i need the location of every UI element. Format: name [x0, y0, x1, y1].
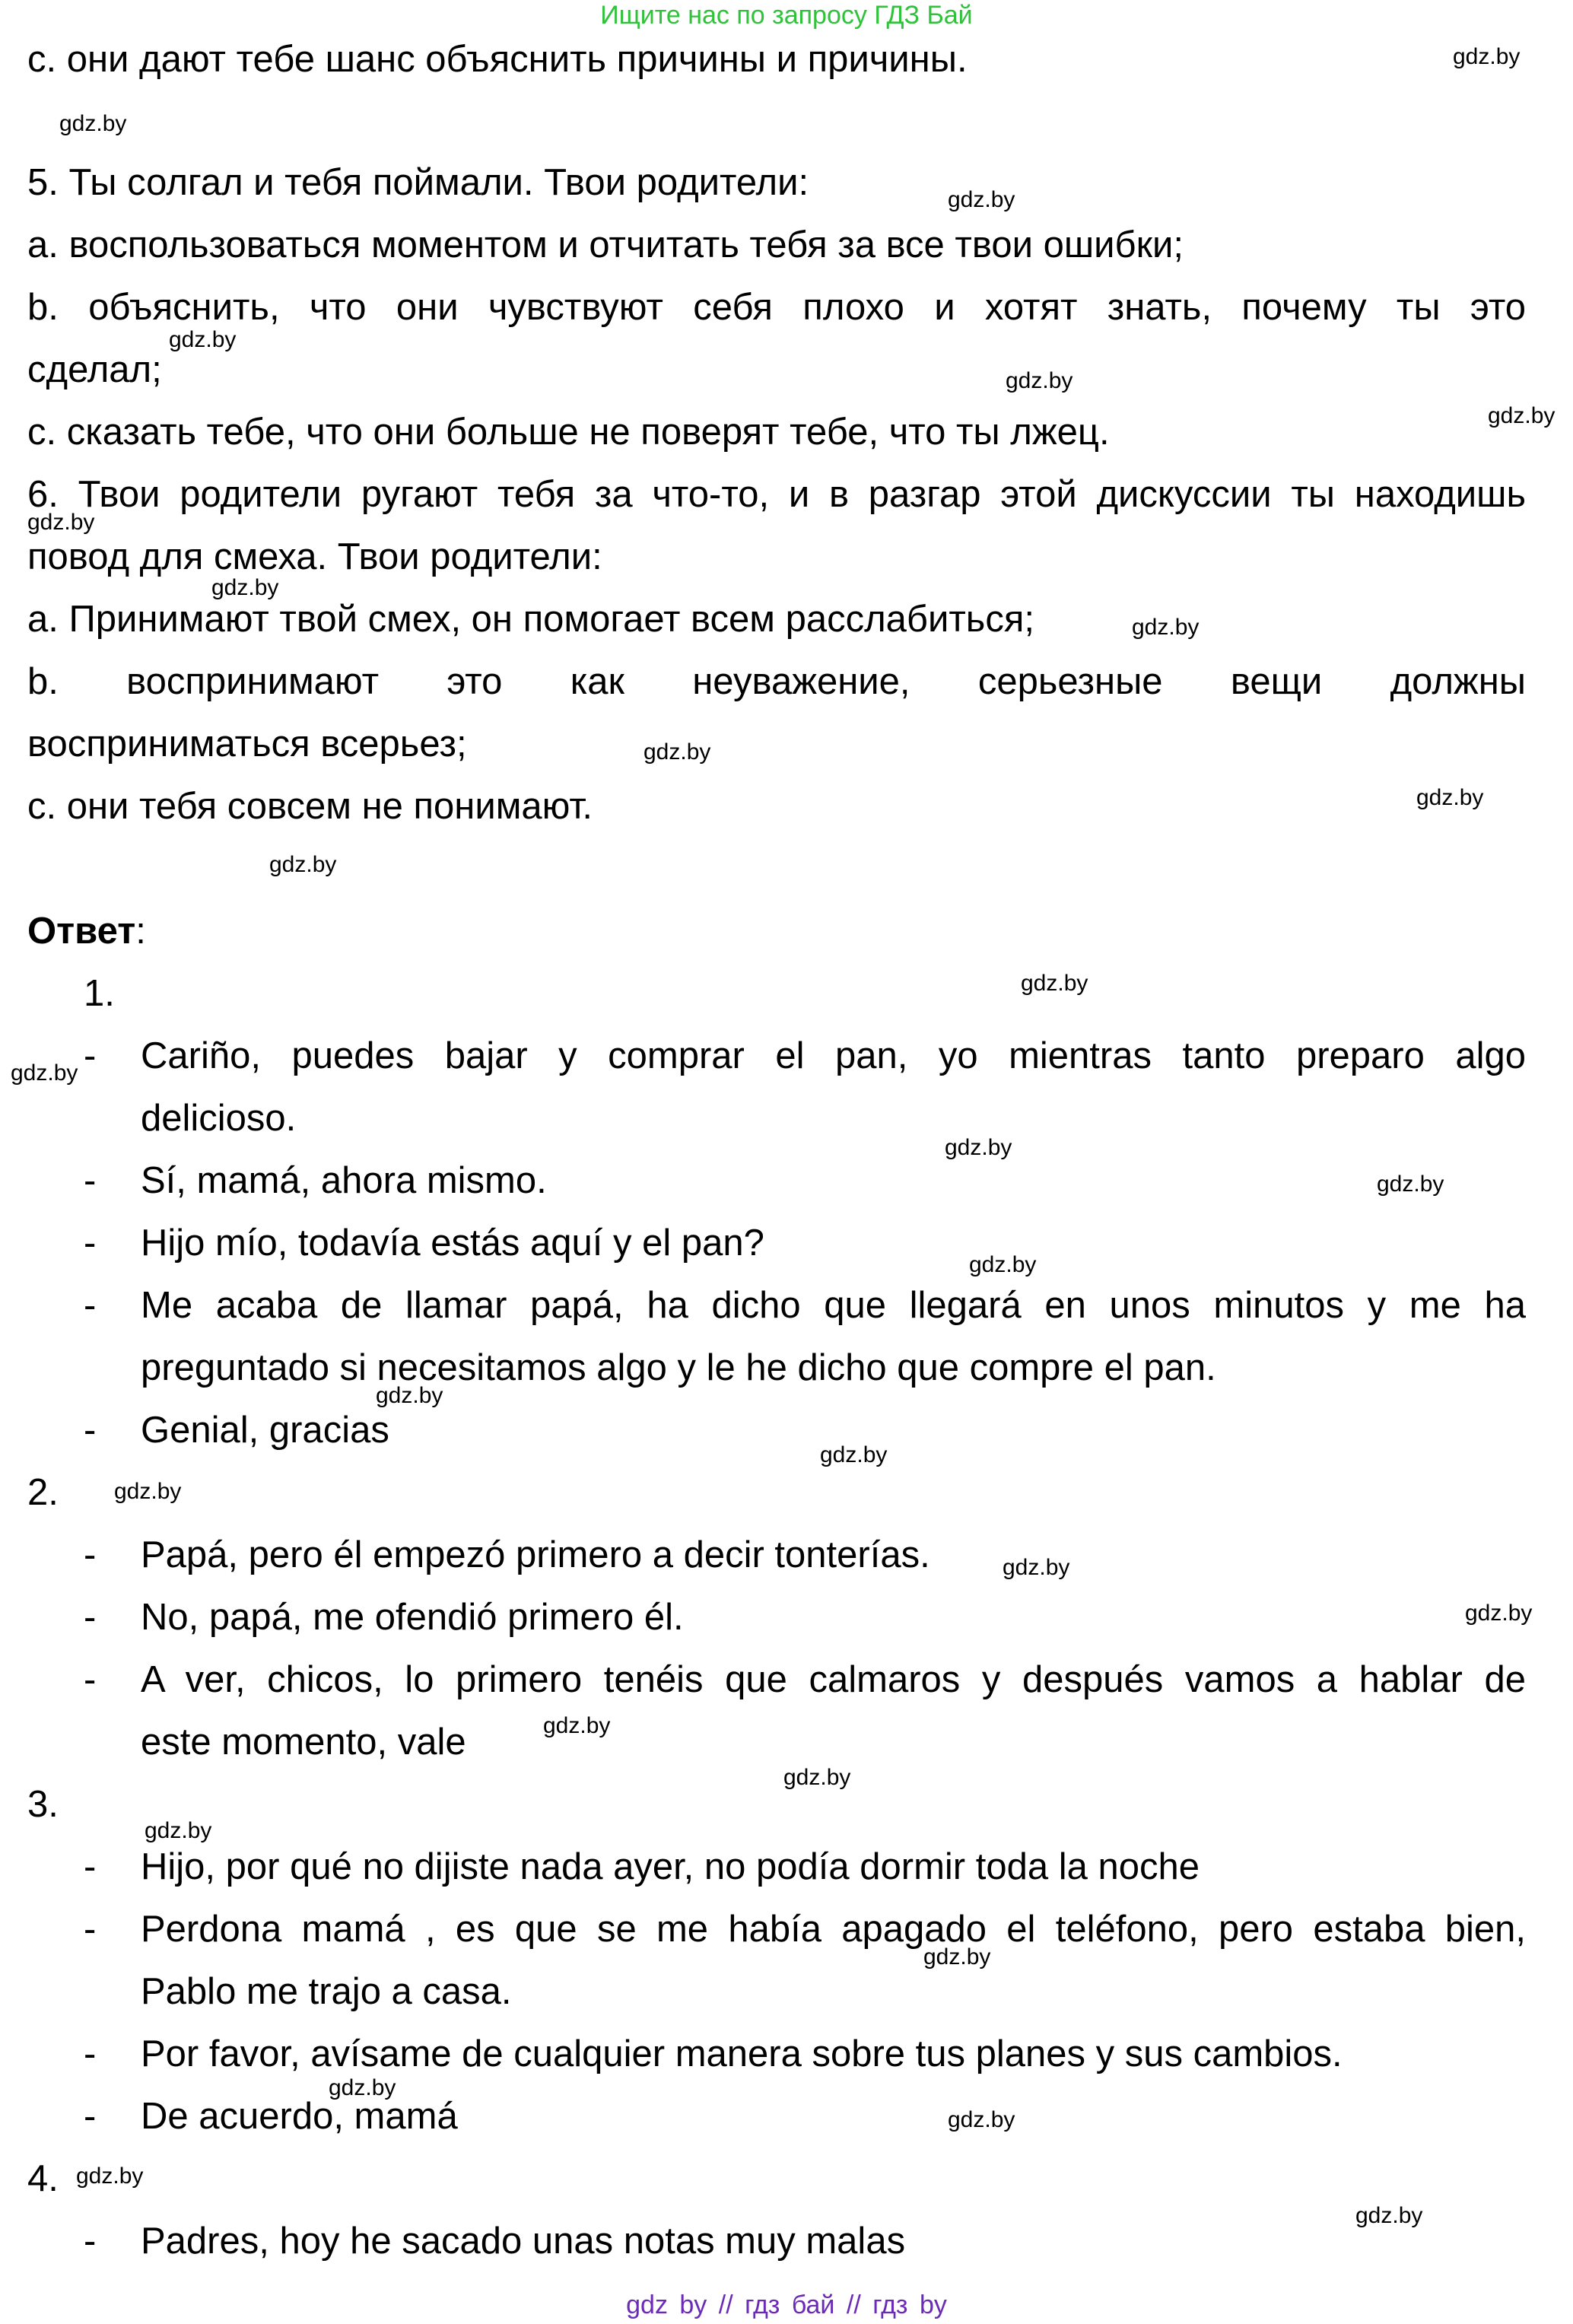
watermark: gdz.by [269, 852, 337, 877]
dash: - [84, 1534, 97, 1575]
dialogue-2-line-2: No, papá, me ofendió primero él. [141, 1597, 684, 1638]
watermark: gdz.by [59, 111, 127, 136]
watermark: gdz.by [211, 575, 279, 600]
watermark: gdz.by [114, 1479, 182, 1504]
dialogue-4-line-1: Padres, hoy he sacado unas notas muy malas [141, 2221, 906, 2262]
top-banner[interactable]: Ищите нас по запросу ГДЗ Бай [600, 1, 973, 30]
watermark: gdz.by [145, 1818, 212, 1843]
watermark: gdz.by [969, 1252, 1037, 1277]
option-b-q6-line2: восприниматься всерьез; [27, 723, 467, 765]
dash: - [84, 1410, 97, 1451]
option-b-q5-line1: b. объяснить, что они чувствуют себя плохо и хотят знать, почему ты это [27, 287, 1526, 328]
answer-heading [27, 908, 146, 954]
dash: - [84, 1909, 97, 1950]
question-6-line1: 6. Твои родители ругают тебя за что-то, и в разгар этой дискуссии ты находишь [27, 474, 1526, 515]
answer-number-1: 1. [84, 973, 115, 1014]
dash: - [84, 1597, 97, 1638]
option-c-q4: c. они дают тебе шанс объяснить причины и причины. [27, 39, 968, 80]
watermark: gdz.by [329, 2075, 396, 2100]
watermark: gdz.by [923, 1944, 991, 1970]
watermark: gdz.by [644, 739, 711, 765]
watermark: gdz.by [948, 2107, 1015, 2132]
option-b-q5-line2: сделал; [27, 349, 162, 390]
dialogue-3-line-1: Hijo, por qué no dijiste nada ayer, no podía dormir toda la noche [141, 1846, 1200, 1887]
dialogue-2-line-3b: este momento, vale [141, 1722, 466, 1763]
answer-number-3: 3. [27, 1784, 59, 1825]
dash: - [84, 1035, 97, 1076]
dialogue-1-line-4b: preguntado si necesitamos algo y le he dicho que compre el pan. [141, 1347, 1216, 1388]
question-5: 5. Ты солгал и тебя поймали. Твои родители: [27, 162, 809, 203]
dash: - [84, 1659, 97, 1700]
footer-links[interactable]: gdz by // гдз бай // гдз by [626, 2291, 947, 2319]
option-b-q6-line1: b. воспринимают это как неуважение, серьезные вещи должны [27, 661, 1526, 702]
dialogue-1-line-1a: Cariño, puedes bajar y comprar el pan, yo mientras tanto preparo algo [141, 1035, 1526, 1076]
question-6-line2: повод для смеха. Твои родители: [27, 536, 602, 577]
dialogue-3-line-2b: Pablo me trajo a casa. [141, 1971, 512, 2012]
answer-number-2: 2. [27, 1472, 59, 1513]
watermark: gdz.by [1021, 971, 1088, 996]
option-a-q6: a. Принимают твой смех, он помогает всем расслабиться; [27, 599, 1034, 640]
watermark: gdz.by [1132, 615, 1200, 640]
watermark: gdz.by [376, 1383, 443, 1408]
dialogue-3-line-3: Por favor, avísame de cualquier manera sobre tus planes y sus cambios. [141, 2033, 1343, 2074]
watermark: gdz.by [76, 2163, 144, 2189]
dash: - [84, 1846, 97, 1887]
dash: - [84, 2096, 97, 2137]
watermark: gdz.by [11, 1060, 78, 1086]
watermark: gdz.by [1355, 2203, 1423, 2228]
answer-label: Ответ [27, 911, 136, 952]
watermark: gdz.by [1416, 785, 1484, 810]
watermark: gdz.by [1465, 1601, 1533, 1626]
dialogue-1-line-2: Sí, mamá, ahora mismo. [141, 1160, 547, 1201]
dialogue-1-line-5: Genial, gracias [141, 1410, 389, 1451]
watermark: gdz.by [1377, 1172, 1444, 1197]
answer-colon: : [135, 911, 146, 952]
watermark: gdz.by [27, 510, 95, 535]
dash: - [84, 1222, 97, 1264]
dialogue-3-line-4: De acuerdo, mamá [141, 2096, 458, 2137]
watermark: gdz.by [169, 327, 237, 352]
dialogue-1-line-1b: delicioso. [141, 1098, 297, 1139]
answer-number-4: 4. [27, 2158, 59, 2199]
dialogue-1-line-4a: Me acaba de llamar papá, ha dicho que llegará en unos minutos y me ha [141, 1285, 1526, 1326]
dash: - [84, 2221, 97, 2262]
watermark: gdz.by [783, 1765, 851, 1790]
watermark: gdz.by [948, 187, 1015, 212]
option-c-q6: c. они тебя совсем не понимают. [27, 786, 593, 827]
dash: - [84, 1160, 97, 1201]
dialogue-2-line-1: Papá, pero él empezó primero a decir tonterías. [141, 1534, 930, 1575]
watermark: gdz.by [1453, 44, 1521, 69]
dialogue-3-line-2a: Perdona mamá , es que se me había apagado el teléfono, pero estaba bien, [141, 1909, 1526, 1950]
option-a-q5: a. воспользоваться моментом и отчитать тебя за все твои ошибки; [27, 224, 1184, 265]
watermark: gdz.by [820, 1442, 888, 1467]
option-c-q5: c. сказать тебе, что они больше не поверят тебе, что ты лжец. [27, 412, 1110, 453]
dialogue-2-line-3a: A ver, chicos, lo primero tenéis que calmaros y después vamos a hablar de [141, 1659, 1526, 1700]
dash: - [84, 2033, 97, 2074]
watermark: gdz.by [945, 1135, 1012, 1160]
dialogue-1-line-3: Hijo mío, todavía estás aquí y el pan? [141, 1222, 764, 1264]
dash: - [84, 1285, 97, 1326]
watermark: gdz.by [1488, 403, 1556, 428]
watermark: gdz.by [543, 1713, 611, 1738]
watermark: gdz.by [1006, 368, 1073, 393]
watermark: gdz.by [1003, 1555, 1070, 1580]
